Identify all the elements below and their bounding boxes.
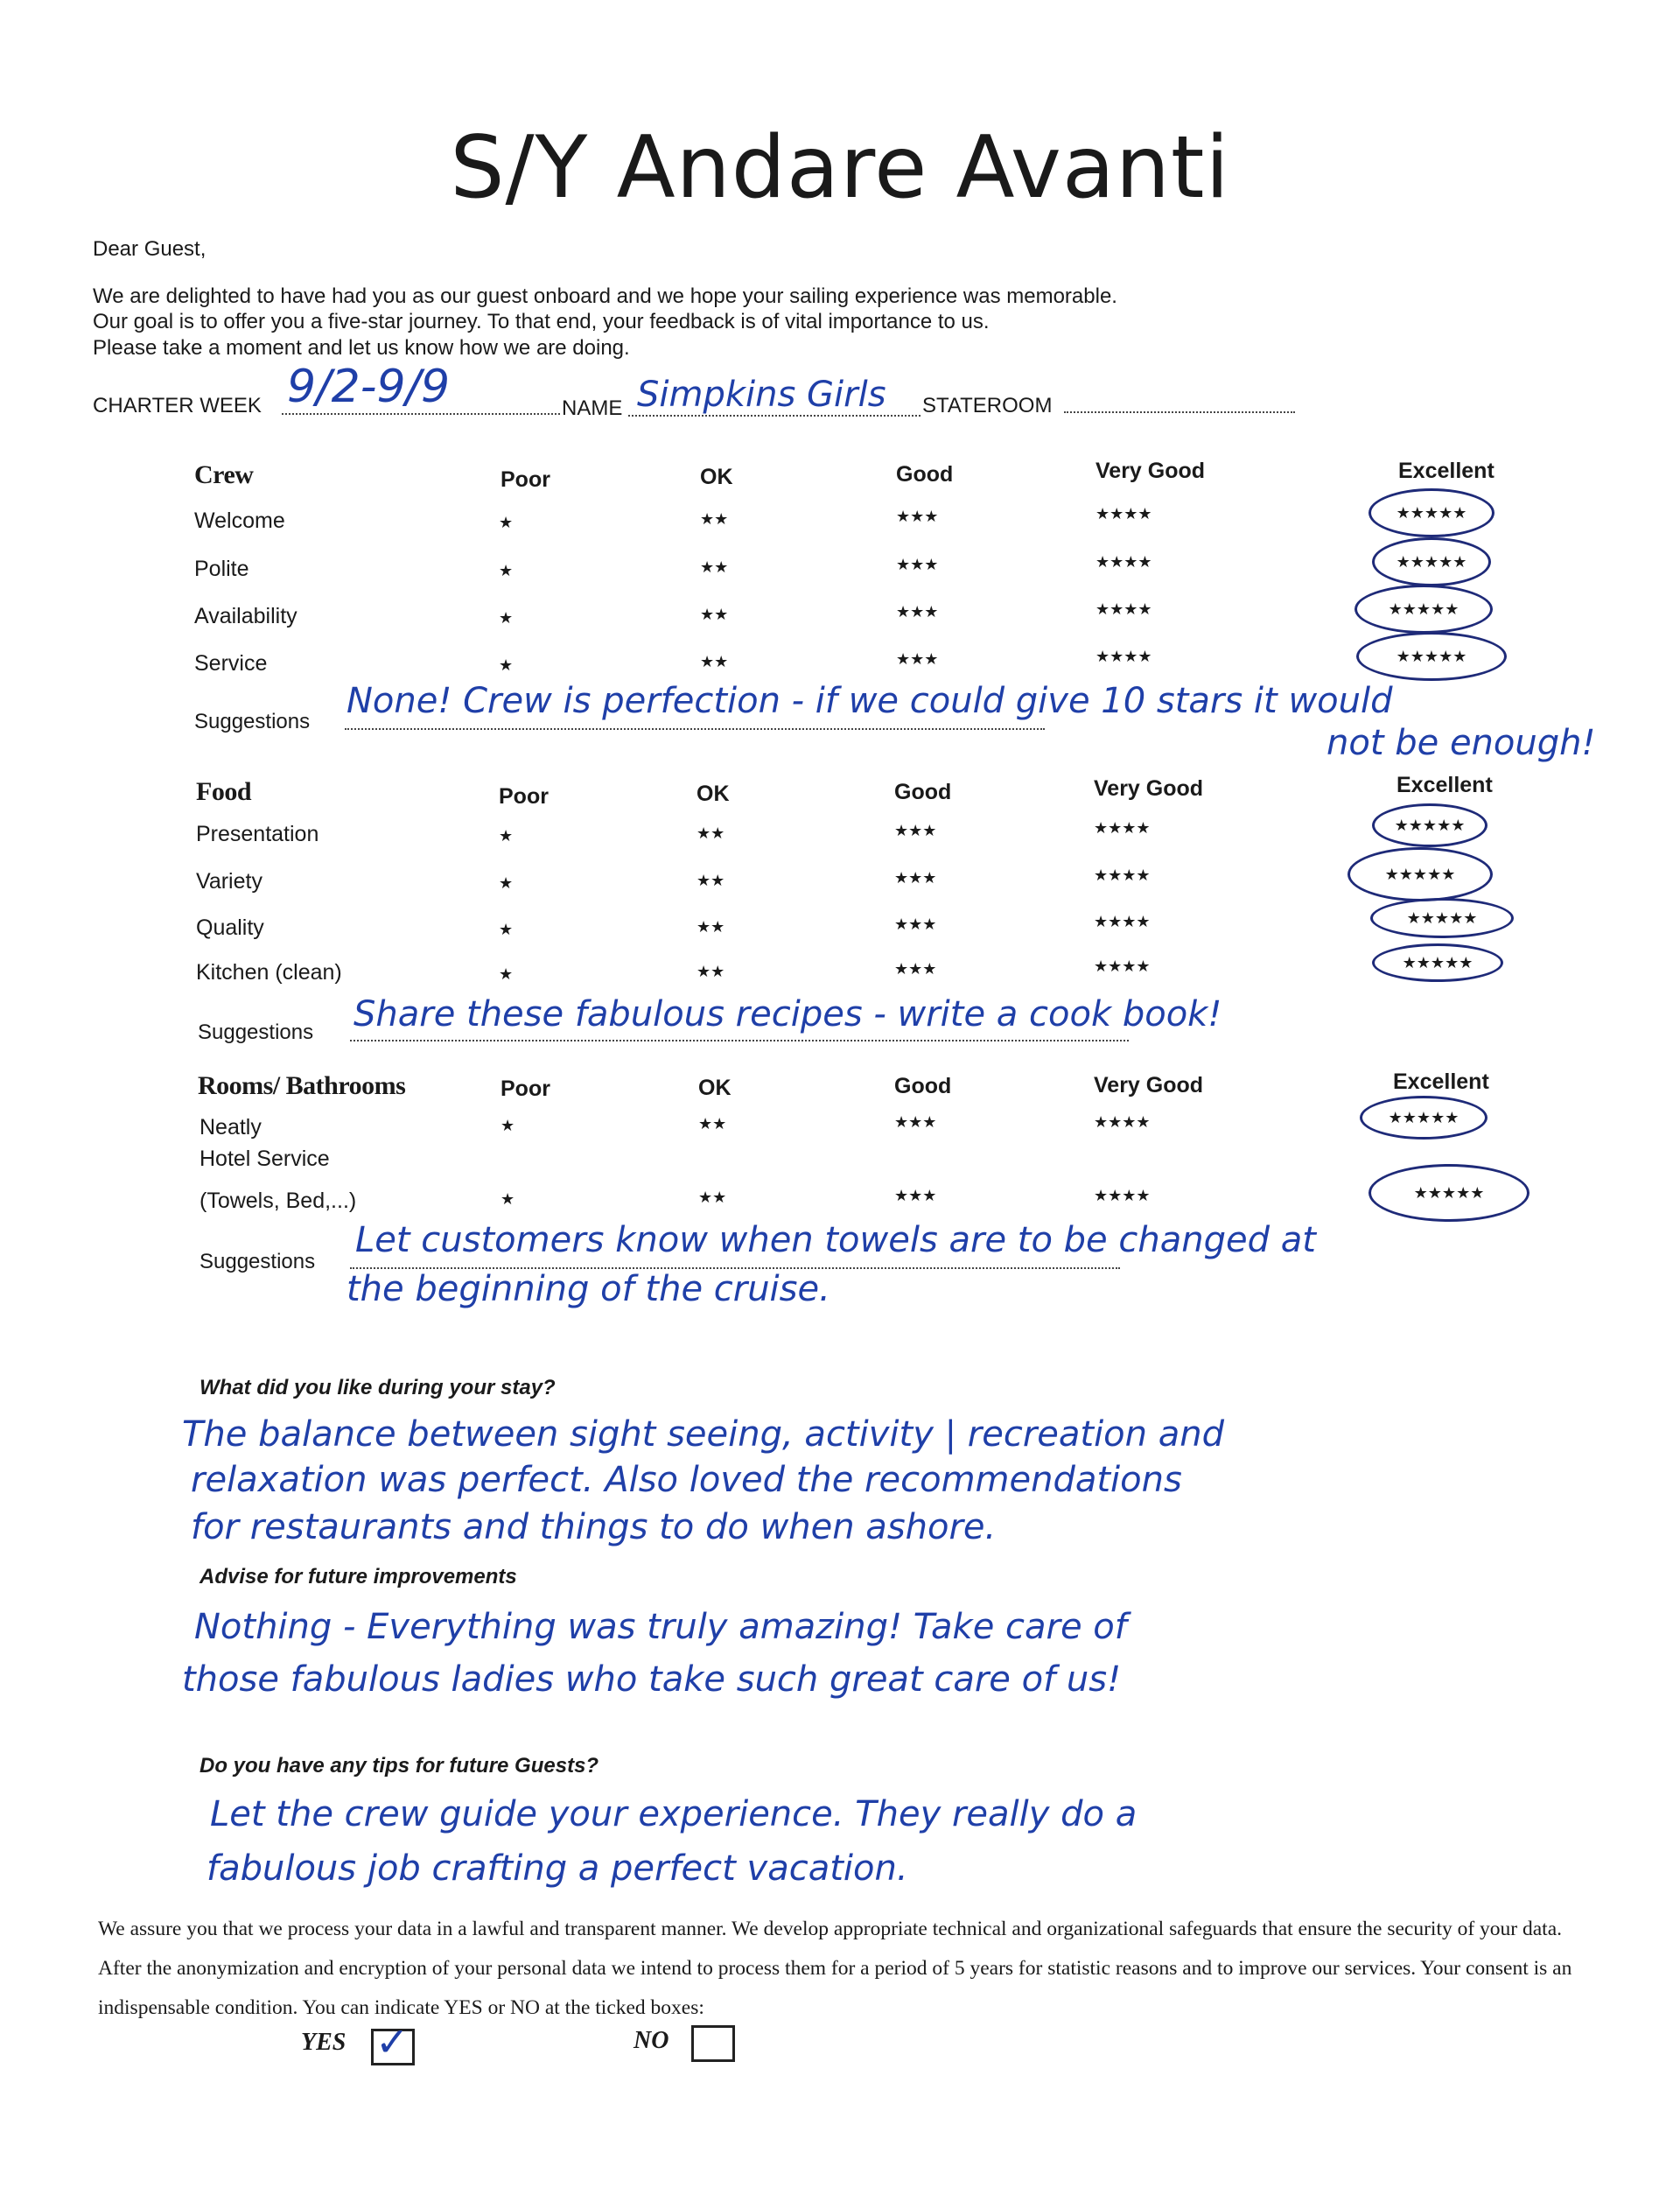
rating-good[interactable]: ★★★ <box>894 1113 937 1131</box>
rating-very-good[interactable]: ★★★★ <box>1094 1187 1151 1204</box>
row-label-towels-bed: (Towels, Bed,...) <box>200 1189 357 1213</box>
charter-week-value[interactable]: 9/2-9/9 <box>287 361 451 413</box>
suggestions-answer-rooms-line-2[interactable]: the beginning of the cruise. <box>346 1269 830 1309</box>
section-title-rooms: Rooms/ Bathrooms <box>198 1071 406 1100</box>
rating-excellent-selected[interactable] <box>1348 847 1493 901</box>
question-like-answer-line-2[interactable]: relaxation was perfect. Also loved the recommendations <box>191 1460 1182 1500</box>
col-head-good: Good <box>896 462 954 487</box>
rating-excellent: ★★★★★ <box>1406 908 1478 927</box>
charter-week-label: CHARTER WEEK <box>93 394 262 417</box>
rating-excellent: ★★★★★ <box>1394 816 1466 834</box>
rating-ok[interactable]: ★★ <box>698 1115 727 1133</box>
rating-very-good[interactable]: ★★★★ <box>1096 600 1152 618</box>
rating-poor[interactable]: ★ <box>499 562 514 579</box>
question-tips-answer-line-2[interactable]: fabulous job crafting a perfect vacation. <box>206 1848 908 1889</box>
suggestions-answer-food-line-1[interactable]: Share these fabulous recipes - write a cook book! <box>354 994 1222 1034</box>
rating-good[interactable]: ★★★ <box>894 960 937 978</box>
page-title: S/Y Andare Avanti <box>450 118 1230 218</box>
col-head-poor: Poor <box>500 467 550 492</box>
suggestions-line-crew <box>345 726 1045 730</box>
rating-excellent: ★★★★★ <box>1388 600 1460 618</box>
rating-ok[interactable]: ★★ <box>700 558 729 576</box>
rating-very-good[interactable]: ★★★★ <box>1096 553 1152 571</box>
rating-excellent: ★★★★★ <box>1396 647 1467 665</box>
question-improve-answer-line-2[interactable]: those fabulous ladies who take such great care of us! <box>182 1659 1122 1700</box>
rating-excellent-selected[interactable] <box>1368 488 1494 537</box>
row-label-welcome: Welcome <box>194 508 285 533</box>
rating-excellent-selected[interactable] <box>1356 632 1507 681</box>
rating-good[interactable]: ★★★ <box>894 822 937 839</box>
name-label: NAME <box>562 396 623 420</box>
check-mark-icon: ✓ <box>375 2019 410 2065</box>
rating-good[interactable]: ★★★ <box>896 556 939 573</box>
consent-yes-label: YES <box>301 2029 346 2056</box>
rating-ok[interactable]: ★★ <box>696 918 725 936</box>
name-line <box>628 415 920 417</box>
rating-good[interactable]: ★★★ <box>894 915 937 933</box>
rating-excellent-selected[interactable] <box>1372 537 1491 586</box>
rating-poor[interactable]: ★ <box>499 965 514 983</box>
question-improve-answer-line-1[interactable]: Nothing - Everything was truly amazing! Take care of <box>194 1607 1127 1647</box>
col-head-poor: Poor <box>499 784 549 809</box>
rating-very-good[interactable]: ★★★★ <box>1094 866 1151 884</box>
rating-excellent: ★★★★★ <box>1384 865 1456 883</box>
col-head-good: Good <box>894 1074 952 1098</box>
suggestions-answer-crew-line-1[interactable]: None! Crew is perfection - if we could give 10 stars it would <box>346 681 1393 721</box>
section-title-crew: Crew <box>194 460 254 489</box>
rating-very-good[interactable]: ★★★★ <box>1094 1113 1151 1131</box>
row-label-variety: Variety <box>196 869 262 894</box>
rating-very-good[interactable]: ★★★★ <box>1094 913 1151 930</box>
rating-very-good[interactable]: ★★★★ <box>1094 957 1151 975</box>
rating-very-good[interactable]: ★★★★ <box>1096 505 1152 522</box>
suggestions-answer-rooms-line-1[interactable]: Let customers know when towels are to be changed at <box>355 1220 1316 1260</box>
col-head-very-good: Very Good <box>1094 776 1204 801</box>
rating-ok[interactable]: ★★ <box>700 606 729 623</box>
rating-good[interactable]: ★★★ <box>894 1187 937 1204</box>
rating-excellent: ★★★★★ <box>1413 1183 1485 1202</box>
stateroom-label: STATEROOM <box>922 394 1053 417</box>
rating-excellent-selected[interactable] <box>1372 803 1488 847</box>
stateroom-line <box>1064 411 1295 413</box>
suggestions-answer-crew-line-2[interactable]: not be enough! <box>1326 723 1596 763</box>
rating-poor[interactable]: ★ <box>499 874 514 892</box>
rating-excellent: ★★★★★ <box>1396 552 1467 571</box>
charter-week-line <box>282 413 560 415</box>
rating-good[interactable]: ★★★ <box>894 869 937 887</box>
question-like-answer-line-1[interactable]: The balance between sight seeing, activity | recreation and <box>182 1414 1224 1455</box>
rating-very-good[interactable]: ★★★★ <box>1094 819 1151 837</box>
col-head-excellent: Excellent <box>1396 773 1493 797</box>
col-head-good: Good <box>894 780 952 804</box>
rating-good[interactable]: ★★★ <box>896 650 939 668</box>
suggestions-label-crew: Suggestions <box>194 710 311 733</box>
rating-excellent: ★★★★★ <box>1396 503 1467 522</box>
consent-no-checkbox[interactable] <box>691 2025 735 2062</box>
rating-very-good[interactable]: ★★★★ <box>1096 648 1152 665</box>
row-label-polite: Polite <box>194 557 249 581</box>
col-head-excellent: Excellent <box>1398 459 1494 483</box>
suggestions-label-food: Suggestions <box>198 1020 314 1044</box>
question-like-label: What did you like during your stay? <box>200 1376 556 1399</box>
row-label-neatly: Neatly <box>200 1115 262 1140</box>
rating-poor[interactable]: ★ <box>499 921 514 938</box>
rating-ok[interactable]: ★★ <box>696 872 725 889</box>
rating-excellent-selected[interactable] <box>1370 898 1514 938</box>
rating-poor[interactable]: ★ <box>499 609 514 627</box>
rating-ok[interactable]: ★★ <box>696 824 725 842</box>
greeting: Dear Guest, <box>93 237 206 261</box>
row-label-hotel-service: Hotel Service <box>200 1147 330 1171</box>
consent-yes-checkbox[interactable] <box>371 2019 415 2065</box>
rating-ok[interactable]: ★★ <box>700 653 729 670</box>
rating-poor[interactable]: ★ <box>499 827 514 845</box>
question-tips-label: Do you have any tips for future Guests? <box>200 1754 599 1778</box>
col-head-poor: Poor <box>500 1076 550 1101</box>
rating-poor[interactable]: ★ <box>499 514 514 531</box>
rating-excellent: ★★★★★ <box>1402 953 1474 971</box>
question-improve-label: Advise for future improvements <box>200 1565 517 1588</box>
suggestions-label-rooms: Suggestions <box>200 1250 316 1273</box>
col-head-ok: OK <box>698 1076 732 1100</box>
col-head-ok: OK <box>700 465 733 489</box>
rating-excellent-selected[interactable] <box>1372 943 1503 982</box>
rating-excellent-selected[interactable] <box>1368 1164 1530 1222</box>
row-label-quality: Quality <box>196 915 264 940</box>
col-head-very-good: Very Good <box>1094 1073 1204 1097</box>
intro-line-2: Our goal is to offer you a five-star journey. To that end, your feedback is of vital importance to us. <box>93 310 990 333</box>
rating-good[interactable]: ★★★ <box>896 603 939 621</box>
row-label-availability: Availability <box>194 604 298 628</box>
suggestions-line-food <box>350 1038 1129 1041</box>
row-label-service: Service <box>194 651 268 676</box>
rating-ok[interactable]: ★★ <box>700 510 729 528</box>
rating-excellent-selected[interactable] <box>1354 585 1493 634</box>
col-head-ok: OK <box>696 782 730 806</box>
row-label-presentation: Presentation <box>196 822 319 846</box>
question-like-answer-line-3[interactable]: for restaurants and things to do when ashore. <box>191 1507 997 1547</box>
question-tips-answer-line-1[interactable]: Let the crew guide your experience. They really do a <box>210 1794 1138 1834</box>
section-title-food: Food <box>196 777 252 806</box>
consent-no-label: NO <box>634 2027 669 2054</box>
rating-ok[interactable]: ★★ <box>698 1189 727 1206</box>
rating-poor[interactable]: ★ <box>500 1117 515 1134</box>
rating-good[interactable]: ★★★ <box>896 508 939 525</box>
col-head-excellent: Excellent <box>1393 1069 1489 1094</box>
rating-excellent-selected[interactable] <box>1360 1096 1488 1140</box>
rating-ok[interactable]: ★★ <box>696 963 725 980</box>
rating-poor[interactable]: ★ <box>499 656 514 674</box>
rating-poor[interactable]: ★ <box>500 1190 515 1208</box>
name-value[interactable]: Simpkins Girls <box>637 375 886 415</box>
row-label-kitchen-clean: Kitchen (clean) <box>196 960 342 985</box>
intro-line-3: Please take a moment and let us know how we are doing. <box>93 336 630 360</box>
privacy-notice: We assure you that we process your data in a lawful and transparent manner. We develop appropriate technical and organizational safeguards that ensure the security of your data. After the anonymization and encryption of your personal data we intend to process them for a period of 5 years for statistic reasons and to improve our services. Your consent is an indispensable condition. You can indicate YES or NO at the ticked boxes: <box>98 1918 1572 2019</box>
col-head-very-good: Very Good <box>1096 459 1206 483</box>
rating-excellent: ★★★★★ <box>1388 1108 1460 1126</box>
intro-line-1: We are delighted to have had you as our guest onboard and we hope your sailing experience was memorable. <box>93 284 1117 308</box>
